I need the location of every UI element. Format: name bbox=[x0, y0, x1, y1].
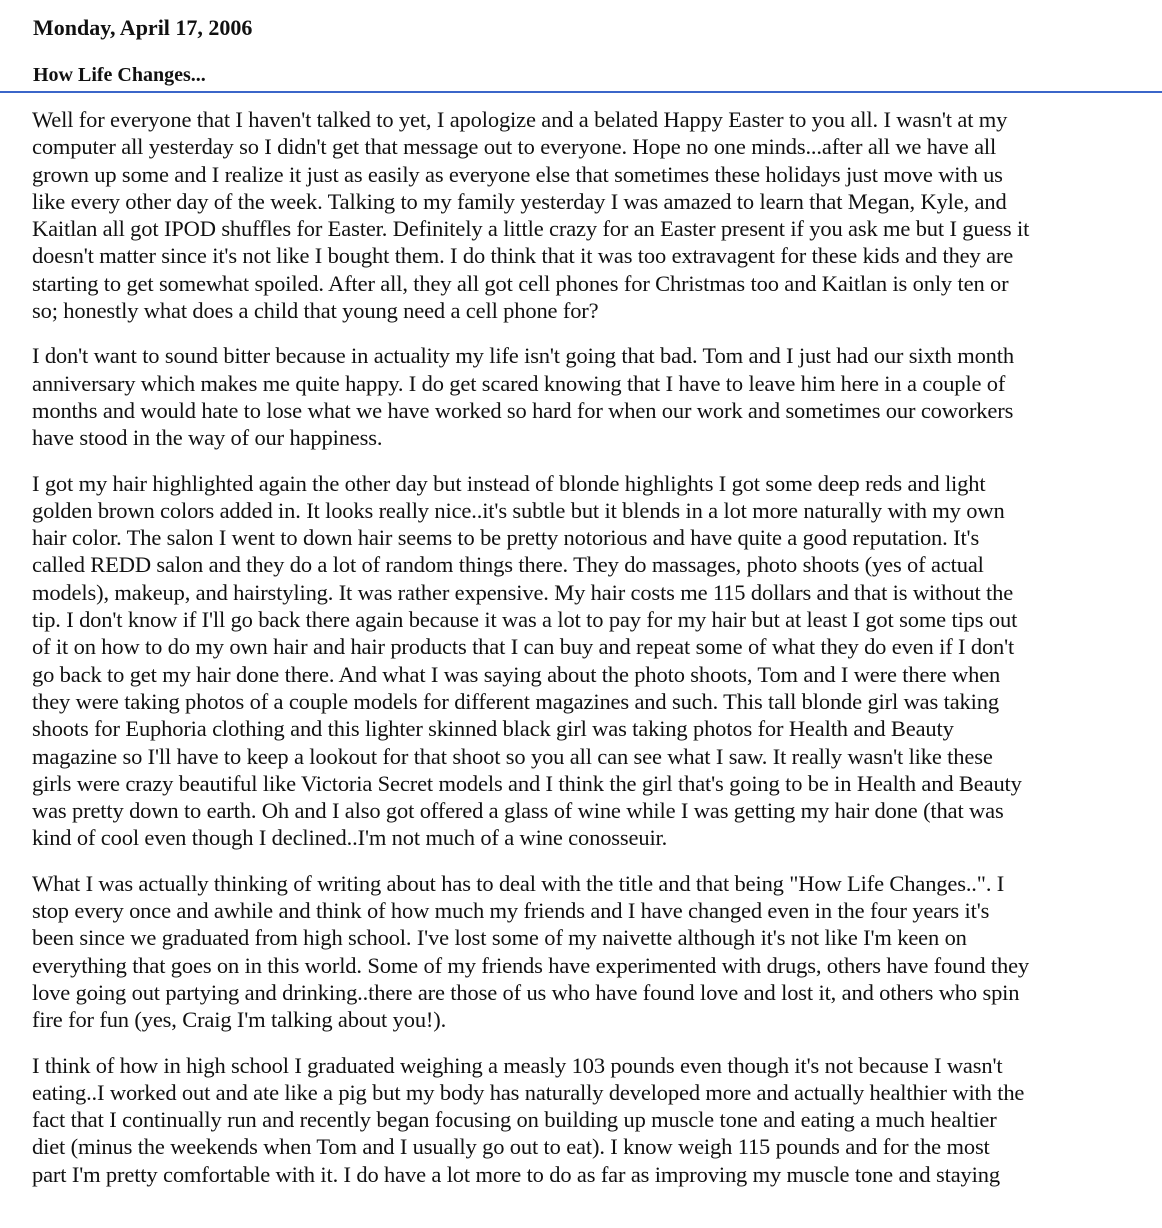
text-line: computer all yesterday so I didn't get that message out to everyone. Hope no one minds...after all we have all bbox=[32, 134, 997, 160]
post-paragraph bbox=[32, 106, 1122, 324]
text-line: part I'm pretty comfortable with it. I do have a lot more to do as far as improving my muscle tone and staying bbox=[32, 1161, 1000, 1187]
text-line: hair color. The salon I went to down hair seems to be pretty notorious and have quite a good reputation. It's bbox=[32, 525, 980, 551]
text-line: What I was actually thinking of writing about has to deal with the title and that being "How Life Changes..". I bbox=[32, 870, 1005, 896]
text-line: eating..I worked out and ate like a pig but my body has naturally developed more and actually healthier with the bbox=[32, 1079, 1025, 1105]
text-line: golden brown colors added in. It looks really nice..it's subtle but it blends in a lot more naturally with my own bbox=[32, 497, 1005, 523]
post-title: How Life Changes... bbox=[33, 64, 206, 86]
text-line: have stood in the way of our happiness. bbox=[32, 425, 383, 451]
text-line: go back to get my hair done there. And what I was saying about the photo shoots, Tom and I were there when bbox=[32, 661, 1001, 687]
post-paragraph bbox=[32, 470, 1122, 852]
text-line: I got my hair highlighted again the other day but instead of blonde highlights I got some deep reds and light bbox=[32, 470, 986, 496]
text-line: everything that goes on in this world. Some of my friends have experimented with drugs, others have found they bbox=[32, 952, 1030, 978]
text-line: like every other day of the week. Talking to my family yesterday I was amazed to learn that Megan, Kyle, and bbox=[32, 188, 1007, 214]
post-paragraph bbox=[32, 870, 1122, 1034]
text-line: doesn't matter since it's not like I bought them. I do think that it was too extravagent for these kids and they are bbox=[32, 243, 1014, 269]
text-line: I don't want to sound bitter because in actuality my life isn't going that bad. Tom and I just had our sixth month bbox=[32, 343, 1014, 369]
text-line: starting to get somewhat spoiled. After all, they all got cell phones for Christmas too and Kaitlan is only ten or bbox=[32, 270, 1009, 296]
text-line: they were taking photos of a couple models for different magazines and such. This tall blonde girl was taking bbox=[32, 688, 999, 714]
title-divider bbox=[0, 91, 1162, 93]
text-line: models), makeup, and hairstyling. It was rather expensive. My hair costs me 115 dollars and that is without the bbox=[32, 579, 1014, 605]
text-line: fire for fun (yes, Craig I'm talking about you!). bbox=[32, 1007, 447, 1033]
text-line: love going out partying and drinking..there are those of us who have found love and lost it, and others who spin bbox=[32, 979, 1020, 1005]
text-line: was pretty down to earth. Oh and I also got offered a glass of wine while I was getting my hair done (that was bbox=[32, 798, 1004, 824]
text-line: been since we graduated from high school. I've lost some of my naivette although it's not like I'm keen on bbox=[32, 925, 967, 951]
text-line: magazine so I'll have to keep a lookout for that shoot so you all can see what I saw. It really wasn't like these bbox=[32, 743, 993, 769]
text-line: kind of cool even though I declined..I'm not much of a wine conosseuir. bbox=[32, 825, 668, 851]
post-paragraph bbox=[32, 342, 1122, 451]
text-line: fact that I continually run and recently began focusing on building up muscle tone and eating a much healtier bbox=[32, 1107, 997, 1133]
text-line: of it on how to do my own hair and hair products that I can buy and repeat some of what they do even if I don't bbox=[32, 634, 1015, 660]
text-line: Kaitlan all got IPOD shuffles for Easter. Definitely a little crazy for an Easter present if you ask me but I guess it bbox=[32, 216, 1030, 242]
text-line: stop every once and awhile and think of how much my friends and I have changed even in the four years it's bbox=[32, 898, 990, 924]
text-line: diet (minus the weekends when Tom and I usually go out to eat). I know weigh 115 pounds and for the most bbox=[32, 1134, 990, 1160]
text-line: shoots for Euphoria clothing and this lighter skinned black girl was taking photos for Health and Beauty bbox=[32, 716, 954, 742]
text-line: called REDD salon and they do a lot of random things there. They do massages, photo shoots (yes of actual bbox=[32, 552, 984, 578]
text-line: I think of how in high school I graduated weighing a measly 103 pounds even though it's not because I wasn't bbox=[32, 1052, 1003, 1078]
text-line: tip. I don't know if I'll go back there again because it was a lot to pay for my hair but at least I got some tips out bbox=[32, 607, 1018, 633]
text-line: Well for everyone that I haven't talked to yet, I apologize and a belated Happy Easter to you all. I wasn't at my bbox=[32, 107, 1008, 132]
post-date: Monday, April 17, 2006 bbox=[33, 15, 253, 40]
post-body bbox=[32, 106, 1122, 1206]
text-line: anniversary which makes me quite happy. I do get scared knowing that I have to leave him here in a couple of bbox=[32, 370, 1006, 396]
text-line: grown up some and I realize it just as easily as everyone else that sometimes these holidays just move with us bbox=[32, 161, 1003, 187]
post-paragraph bbox=[32, 1052, 1122, 1188]
text-line: months and would hate to lose what we have worked so hard for when our work and sometimes our coworkers bbox=[32, 397, 1014, 423]
text-line: girls were crazy beautiful like Victoria Secret models and I think the girl that's going to be in Health and Beauty bbox=[32, 770, 1022, 796]
text-line: so; honestly what does a child that young need a cell phone for? bbox=[32, 298, 599, 324]
